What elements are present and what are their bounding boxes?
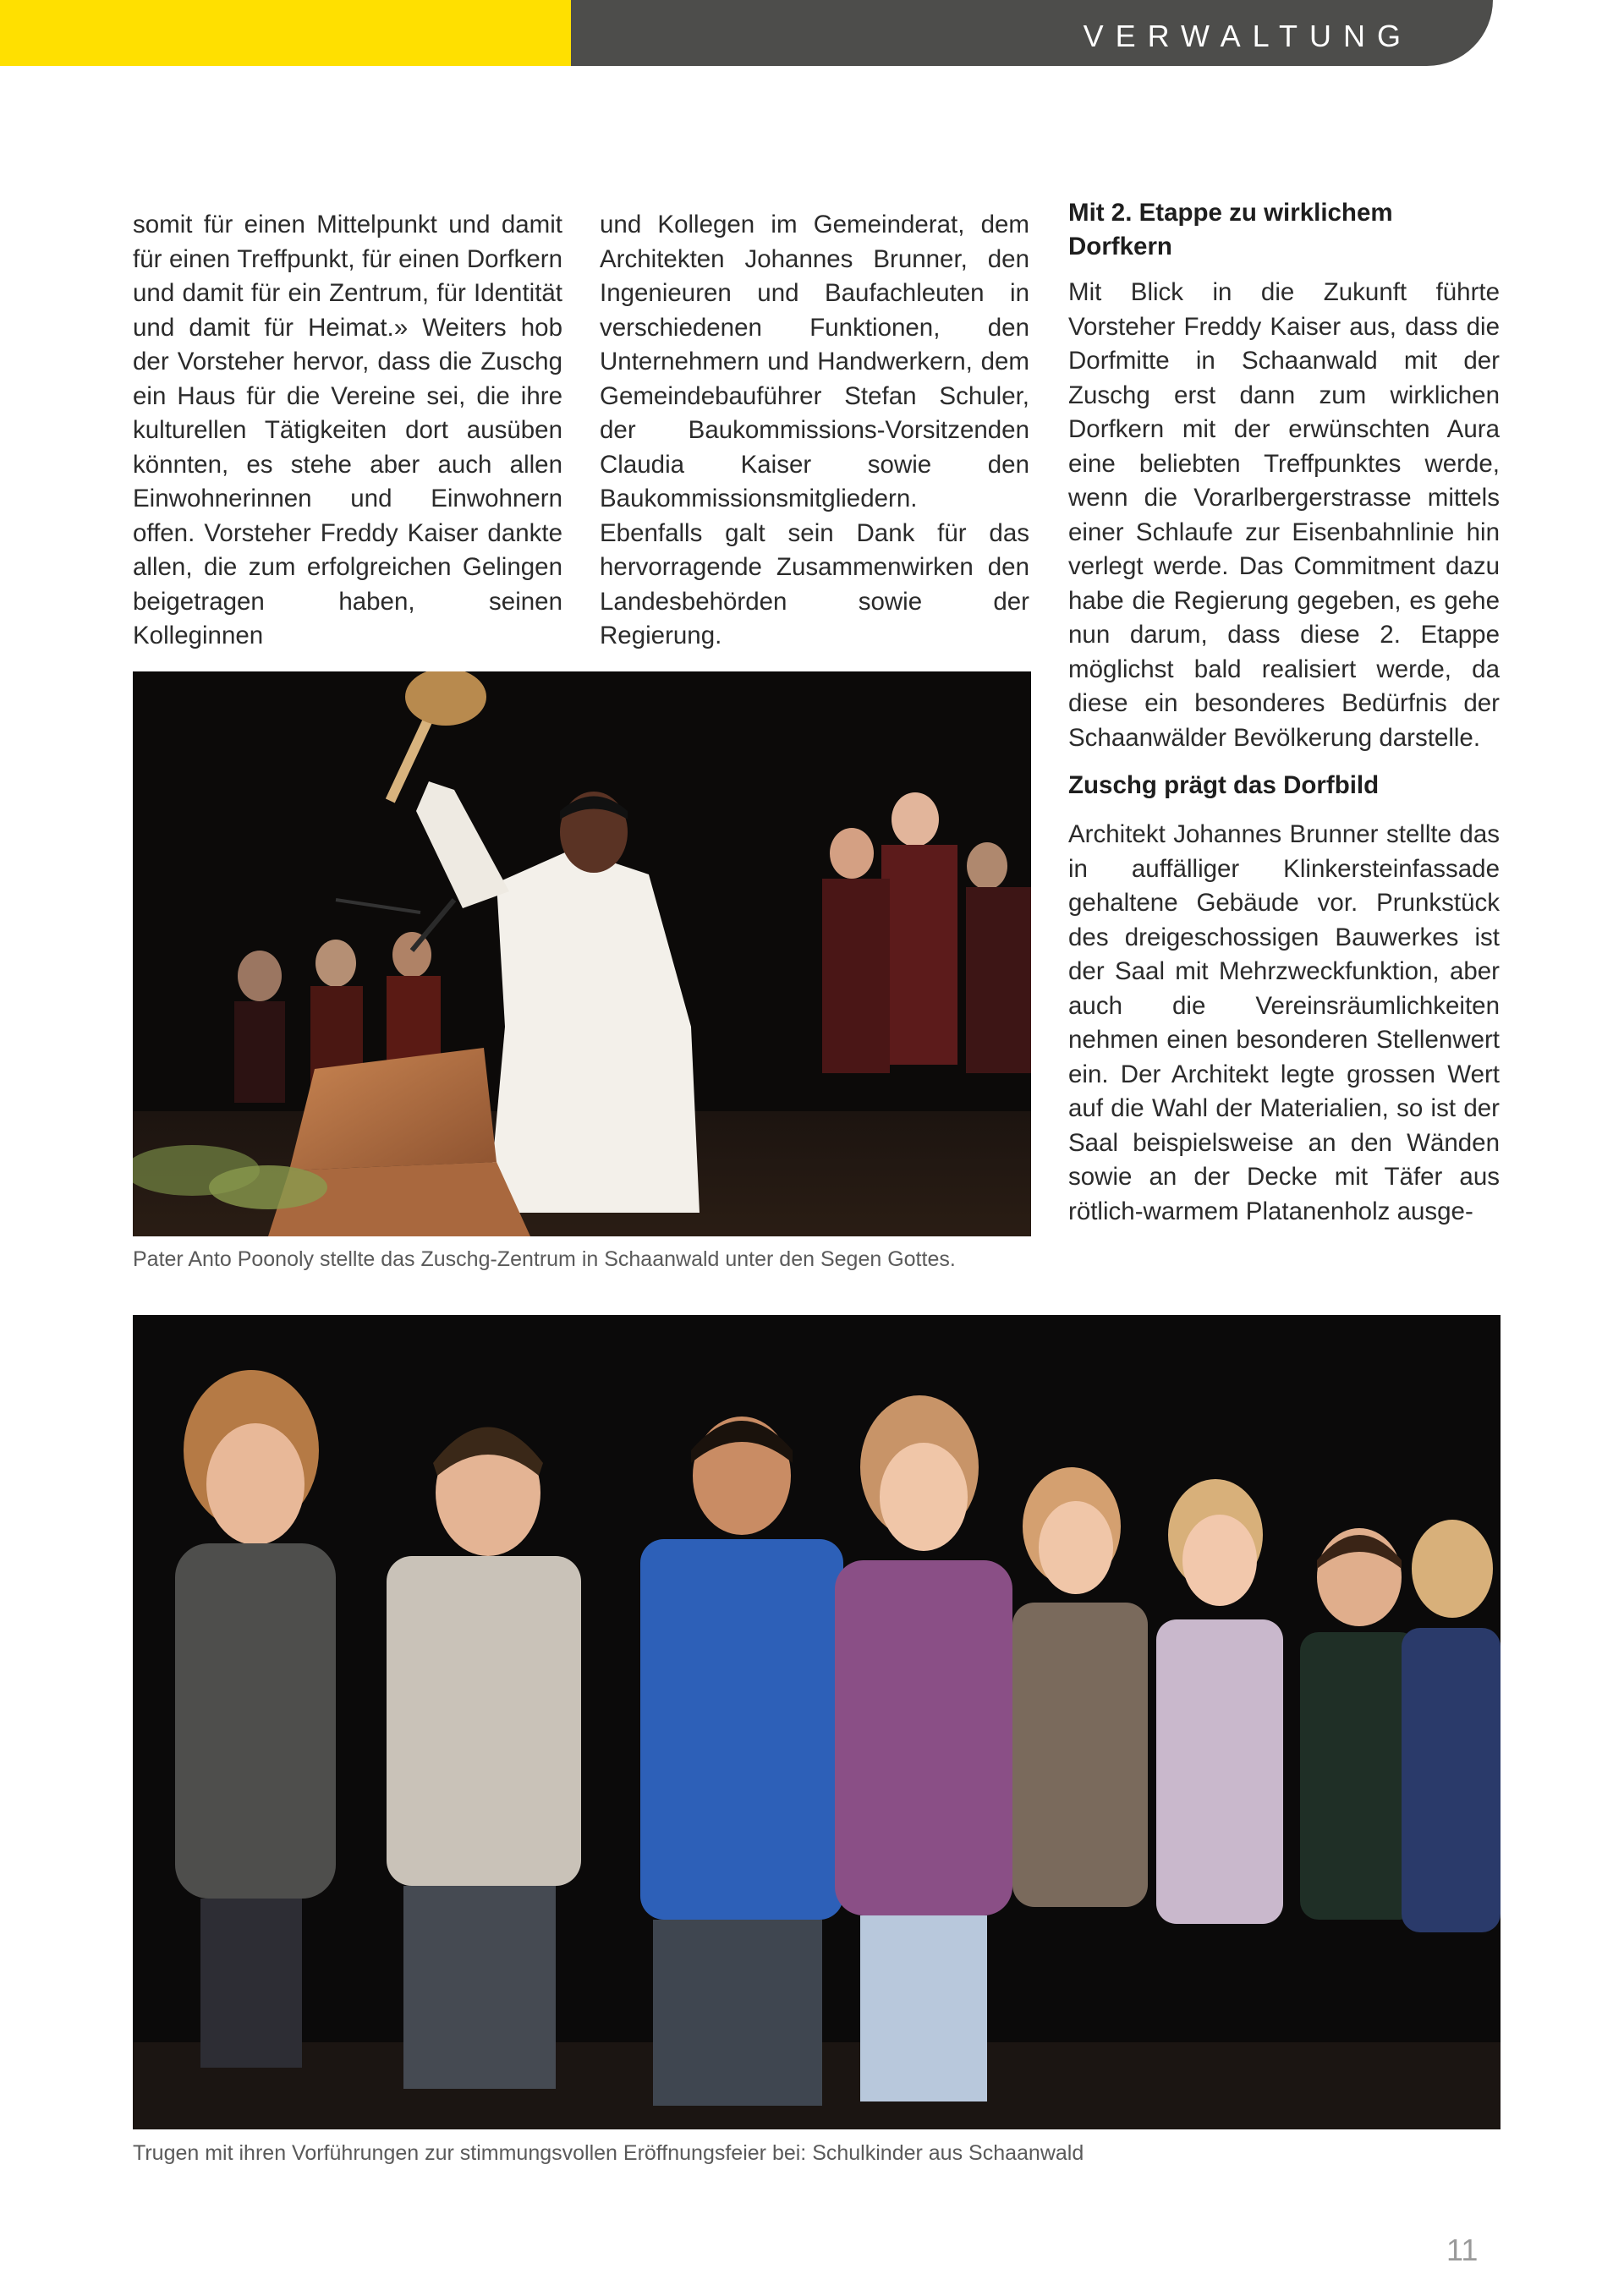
blessing-photo-caption: Pater Anto Poonoly stellte das Zuschg-Zentrum in Schaanwald unter den Segen Gottes.	[133, 1247, 956, 1271]
article-column-3	[1068, 196, 1500, 1229]
page-number: 11	[1446, 2233, 1479, 2267]
subheading-dorfbild: Zuschg prägt das Dorfbild	[1068, 771, 1380, 799]
blessing-photo	[133, 671, 1031, 1236]
school-children-photo-caption: Trugen mit ihren Vorführungen zur stimmungsvollen Eröffnungsfeier bei: Schulkinder aus Schaanwald	[133, 2141, 1084, 2165]
column2-paragraph-1: und Kollegen im Gemeinderat, dem Architekten Johannes Brunner, den Ingenieuren und Baufachleuten in verschiedenen Funktionen, den Unternehmern und Handwerkern, dem Gemeindebauführer Stefan Schuler, der Baukommissions-Vorsitzenden Claudia Kaiser sowie den Baukommissionsmitgliedern.	[600, 211, 1029, 512]
section-title: VERWALTUNG	[1083, 19, 1413, 53]
column1-paragraph: somit für einen Mittelpunkt und damit für einen Treffpunkt, für einen Dorfkern und damit für ein Zentrum, für Identität und damit für Heimat.» Weiters hob der Vorsteher hervor, dass die Zuschg ein Haus für die Vereine sei, die ihre kulturellen Tätigkeiten dort ausüben könnten, es stehe aber auch allen Einwohnerinnen und Einwohnern offen. Vorsteher Freddy Kaiser dankte allen, die zum erfolgreichen Gelingen beigetragen haben, seinen Kolleginnen	[133, 211, 562, 649]
article-column-1	[133, 208, 562, 654]
column3-paragraph-1: Mit Blick in die Zukunft führte Vorsteher Freddy Kaiser aus, dass die Dorfmitte in Schaanwald mit der Zuschg erst dann zum wirklichen Dorfkern mit der erwünschten Aura eine beliebten Treffpunktes werde, wenn die Vorarlbergerstrasse mittels einer Schlaufe zur Eisenbahnlinie hin verlegt werde. Das Commitment dazu habe die Regierung gegeben, es gehe nun darum, dass diese 2. Etappe möglichst bald realisiert werde, da diese ein besonderes Bedürfnis der Schaanwälder Bevölkerung darstelle.	[1068, 278, 1500, 752]
subheading-etappe: Mit 2. Etappe zu wirklichem Dorfkern	[1068, 199, 1393, 260]
column3-paragraph-2: Architekt Johannes Brunner stellte das in auffälliger Klinkersteinfassade gehaltene Gebäude vor. Prunkstück des dreigeschossigen Bauwerkes ist der Saal mit Mehrzweckfunktion, aber auch die Vereinsräumlichkeiten nehmen einen besonderen Stellenwert ein. Der Architekt legte grossen Wert auf die Wahl der Materialien, so ist der Saal beispielsweise an den Wänden sowie an der Decke mit Täfer aus rötlich-warmem Platanenholz ausge-	[1068, 820, 1500, 1225]
article-column-2	[600, 208, 1029, 654]
section-header-bar	[571, 0, 1493, 66]
header-accent-bar	[0, 0, 571, 66]
column2-paragraph-2: Ebenfalls galt sein Dank für das hervorragende Zusammenwirken den Landesbehörden sowie der Regierung.	[600, 518, 1029, 649]
school-children-photo	[133, 1315, 1501, 2129]
